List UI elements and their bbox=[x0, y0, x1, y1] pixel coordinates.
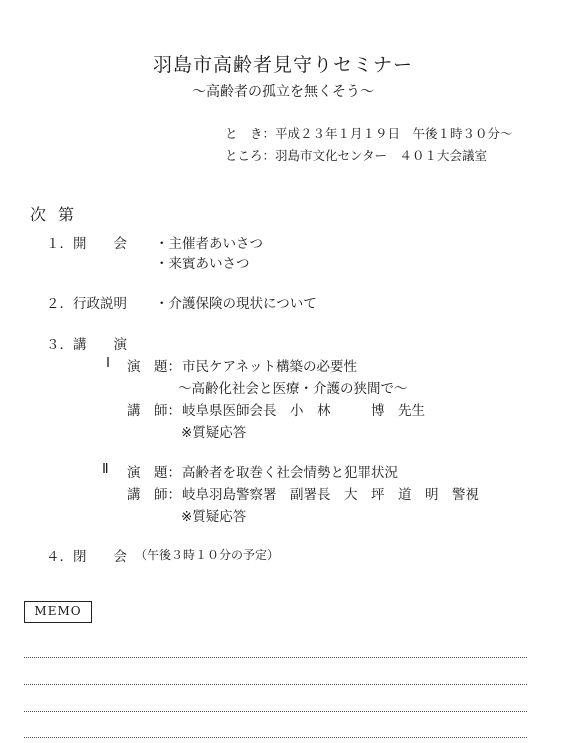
event-date: と き：平成２３年１月１９日 午後１時３０分～ bbox=[225, 126, 513, 141]
page-subtitle: ～高齢者の孤立を無くそう～ bbox=[192, 84, 374, 100]
lecture2-speaker: 岐阜羽島警察署 副署長 大 坪 道 明 警視 bbox=[182, 487, 479, 503]
agenda-bullet-host-greeting: ・主催者あいさつ bbox=[155, 236, 263, 252]
agenda-item-opening: １．開 会 bbox=[46, 236, 127, 252]
agenda-item-administrative: ２．行政説明 bbox=[46, 296, 127, 312]
lecture1-speaker: 岐阜県医師会長 小 林 博 先生 bbox=[182, 403, 425, 419]
agenda-bullet-care-insurance: ・介護保険の現状について bbox=[155, 296, 317, 312]
agenda-item-lecture: ３．講 演 bbox=[46, 337, 127, 353]
memo-line bbox=[24, 737, 527, 738]
agenda-bullet-guest-greeting: ・来賓あいさつ bbox=[155, 256, 250, 272]
lecture2-topic: 高齢者を取巻く社会情勢と犯罪状況 bbox=[182, 465, 398, 481]
lecture2-speaker-label: 講 師： bbox=[127, 487, 181, 503]
lecture2-topic-label: 演 題： bbox=[127, 465, 181, 481]
memo-line bbox=[24, 711, 527, 712]
lecture1-topic-label: 演 題： bbox=[127, 359, 181, 375]
lecture2-qa: ※質疑応答 bbox=[181, 509, 247, 525]
agenda-heading: 次第 bbox=[30, 205, 87, 224]
memo-line bbox=[24, 657, 527, 658]
lecture1-qa: ※質疑応答 bbox=[181, 425, 247, 441]
lecture1-speaker-label: 講 師： bbox=[127, 403, 181, 419]
memo-line bbox=[24, 684, 527, 685]
lecture1-numeral: Ⅰ bbox=[106, 355, 110, 371]
closing-time-note: （午後３時１０分の予定） bbox=[135, 548, 280, 562]
event-venue: ところ：羽島市文化センター ４０１大会議室 bbox=[225, 148, 488, 163]
memo-label: MEMO bbox=[24, 601, 92, 623]
agenda-item-closing: ４．閉 会 bbox=[46, 549, 127, 565]
page-title: 羽島市高齢者見守りセミナー bbox=[152, 54, 413, 76]
lecture1-topic: 市民ケアネット構築の必要性 bbox=[182, 359, 357, 375]
lecture1-topic-subtitle: ～高齢化社会と医療・介護の狭間で～ bbox=[178, 381, 408, 397]
lecture2-numeral: Ⅱ bbox=[102, 461, 109, 477]
